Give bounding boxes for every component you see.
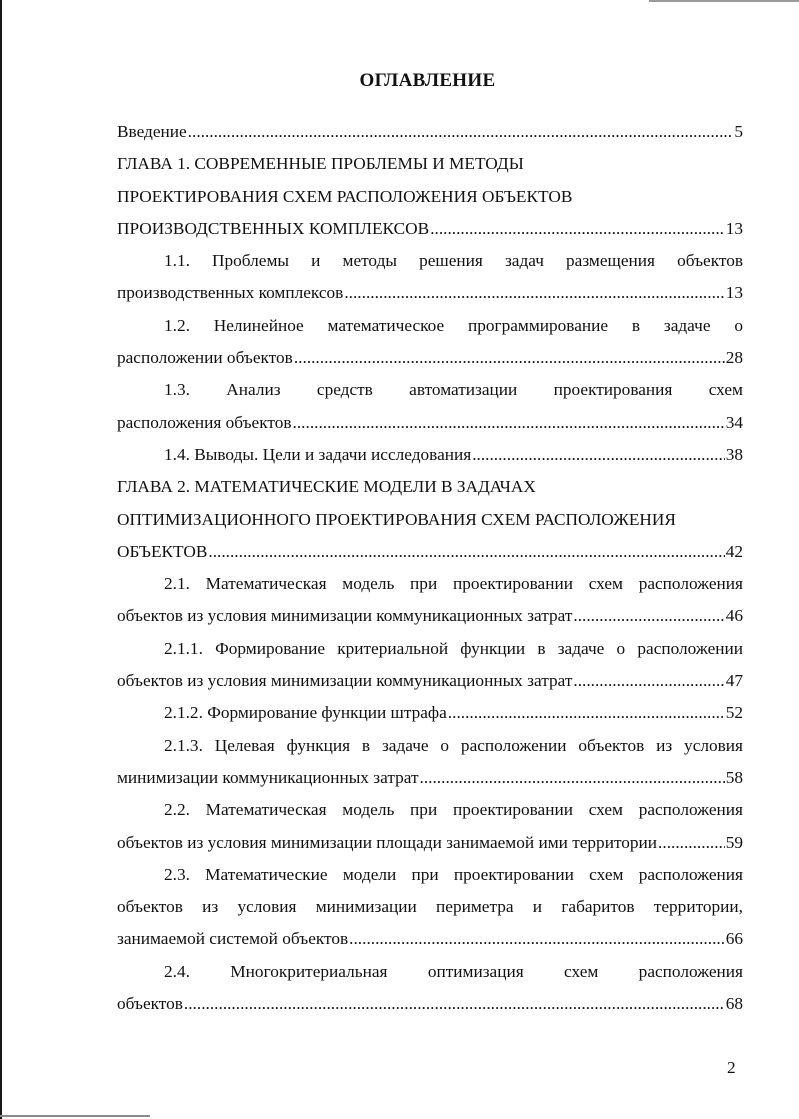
toc-section-2-4	[117, 988, 743, 1020]
scan-edge-top	[649, 0, 799, 2]
toc-section-1-3	[117, 407, 743, 439]
toc-section-2-1-1-line-1: 2.1.1. Формирование критериальной функции в задаче о расположении	[164, 638, 743, 658]
toc-entry-title: ПРОИЗВОДСТВЕННЫХ КОМПЛЕКСОВ	[117, 218, 430, 238]
toc-entry-title: 1.4. Выводы. Цели и задачи исследования	[164, 444, 472, 464]
toc-section-2-2	[117, 827, 743, 859]
toc-entry-title: объектов из условия минимизации коммуникационных затрат	[117, 671, 573, 691]
toc-chapter-2	[117, 536, 743, 568]
dot-leader	[573, 600, 724, 632]
toc-section-2-3-line-2: объектов из условия минимизации периметра и габаритов территории,	[117, 897, 743, 917]
toc-entry-page: 47	[725, 671, 743, 691]
toc-entry-title: объектов из условия минимизации площади занимаемой ими территории	[117, 832, 658, 852]
toc-section-2-1-3	[117, 762, 743, 794]
toc-entry-title: расположения объектов	[117, 412, 292, 432]
toc-section-1-4	[117, 439, 743, 471]
toc-chapter-1-line-2: ПРОЕКТИРОВАНИЯ СХЕМ РАСПОЛОЖЕНИЯ ОБЪЕКТОВ	[117, 186, 573, 206]
toc-section-1-2	[117, 342, 743, 374]
toc-section-1-1-line-1: 1.1. Проблемы и методы решения задач размещения объектов	[164, 251, 743, 271]
toc-section-1-1	[117, 277, 743, 309]
toc-chapter-2-line-1: ГЛАВА 2. МАТЕМАТИЧЕСКИЕ МОДЕЛИ В ЗАДАЧАХ	[117, 477, 536, 497]
toc-section-2-3-line-1: 2.3. Математические модели при проектировании схем расположения	[164, 864, 743, 884]
dot-leader	[573, 665, 724, 697]
scan-edge-left	[0, 0, 2, 1119]
toc-chapter-2-line-2: ОПТИМИЗАЦИОННОГО ПРОЕКТИРОВАНИЯ СХЕМ РАСПОЛОЖЕНИЯ	[117, 509, 676, 529]
toc-entry-page: 66	[725, 929, 743, 949]
scan-edge-bottom	[0, 1115, 150, 1117]
toc-section-2-4-line-1: 2.4. Многокритериальная оптимизация схем расположения	[164, 961, 743, 981]
toc-entry-page: 34	[725, 412, 743, 432]
toc-entry-page: 5	[734, 122, 743, 141]
toc-entry-page: 28	[725, 348, 743, 368]
toc-entry-page: 13	[725, 218, 743, 238]
toc-entry-page: 59	[725, 832, 743, 852]
toc-entry-title: ОБЪЕКТОВ	[117, 541, 208, 561]
table-of-contents	[117, 116, 743, 1020]
toc-chapter-1-line-1: ГЛАВА 1. СОВРЕМЕННЫЕ ПРОБЛЕМЫ И МЕТОДЫ	[117, 154, 524, 174]
dot-leader	[349, 923, 725, 955]
toc-entry-introduction	[117, 116, 743, 148]
toc-entry-page: 42	[725, 541, 743, 561]
dot-leader	[472, 439, 725, 471]
toc-section-1-3-line-1: 1.3. Анализ средств автоматизации проектирования схем	[164, 380, 743, 400]
dot-leader	[658, 827, 725, 859]
toc-section-2-1	[117, 600, 743, 632]
dot-leader	[420, 762, 725, 794]
toc-entry-page: 13	[725, 283, 743, 303]
toc-entry-title: минимизации коммуникационных затрат	[117, 767, 419, 787]
dot-leader	[208, 536, 724, 568]
dot-leader	[294, 342, 725, 374]
toc-entry-page: 58	[725, 767, 743, 787]
toc-entry-title: занимаемой системой объектов	[117, 929, 349, 949]
toc-entry-title: объектов из условия минимизации коммуникационных затрат	[117, 606, 573, 626]
page-number: 2	[727, 1058, 736, 1077]
toc-entry-title: объектов	[117, 994, 183, 1014]
toc-entry-page: 68	[725, 994, 743, 1014]
toc-chapter-1	[117, 213, 743, 245]
toc-section-2-1-3-line-1: 2.1.3. Целевая функция в задаче о расположении объектов из условия	[164, 735, 743, 755]
dot-leader	[430, 213, 725, 245]
toc-entry-title: расположении объектов	[117, 348, 293, 368]
toc-entry-page: 46	[725, 606, 743, 626]
dot-leader	[188, 116, 734, 148]
toc-section-2-2-line-1: 2.2. Математическая модель при проектировании схем расположения	[164, 800, 743, 820]
toc-entry-title: производственных комплексов	[117, 283, 344, 303]
dot-leader	[293, 407, 725, 439]
dot-leader	[448, 697, 725, 729]
toc-entry-title: 2.1.2. Формирование функции штрафа	[164, 703, 447, 723]
toc-entry-page: 52	[725, 703, 743, 723]
toc-entry-page: 38	[725, 444, 743, 464]
toc-section-2-1-line-1: 2.1. Математическая модель при проектировании схем расположения	[164, 574, 743, 594]
page-title: ОГЛАВЛЕНИЕ	[359, 70, 496, 91]
toc-section-1-2-line-1: 1.2. Нелинейное математическое программирование в задаче о	[164, 315, 743, 335]
dot-leader	[344, 277, 724, 309]
toc-entry-title: Введение	[117, 122, 187, 141]
toc-section-2-3	[117, 923, 743, 955]
toc-section-2-1-2	[117, 697, 743, 729]
dot-leader	[184, 988, 725, 1020]
toc-section-2-1-1	[117, 665, 743, 697]
